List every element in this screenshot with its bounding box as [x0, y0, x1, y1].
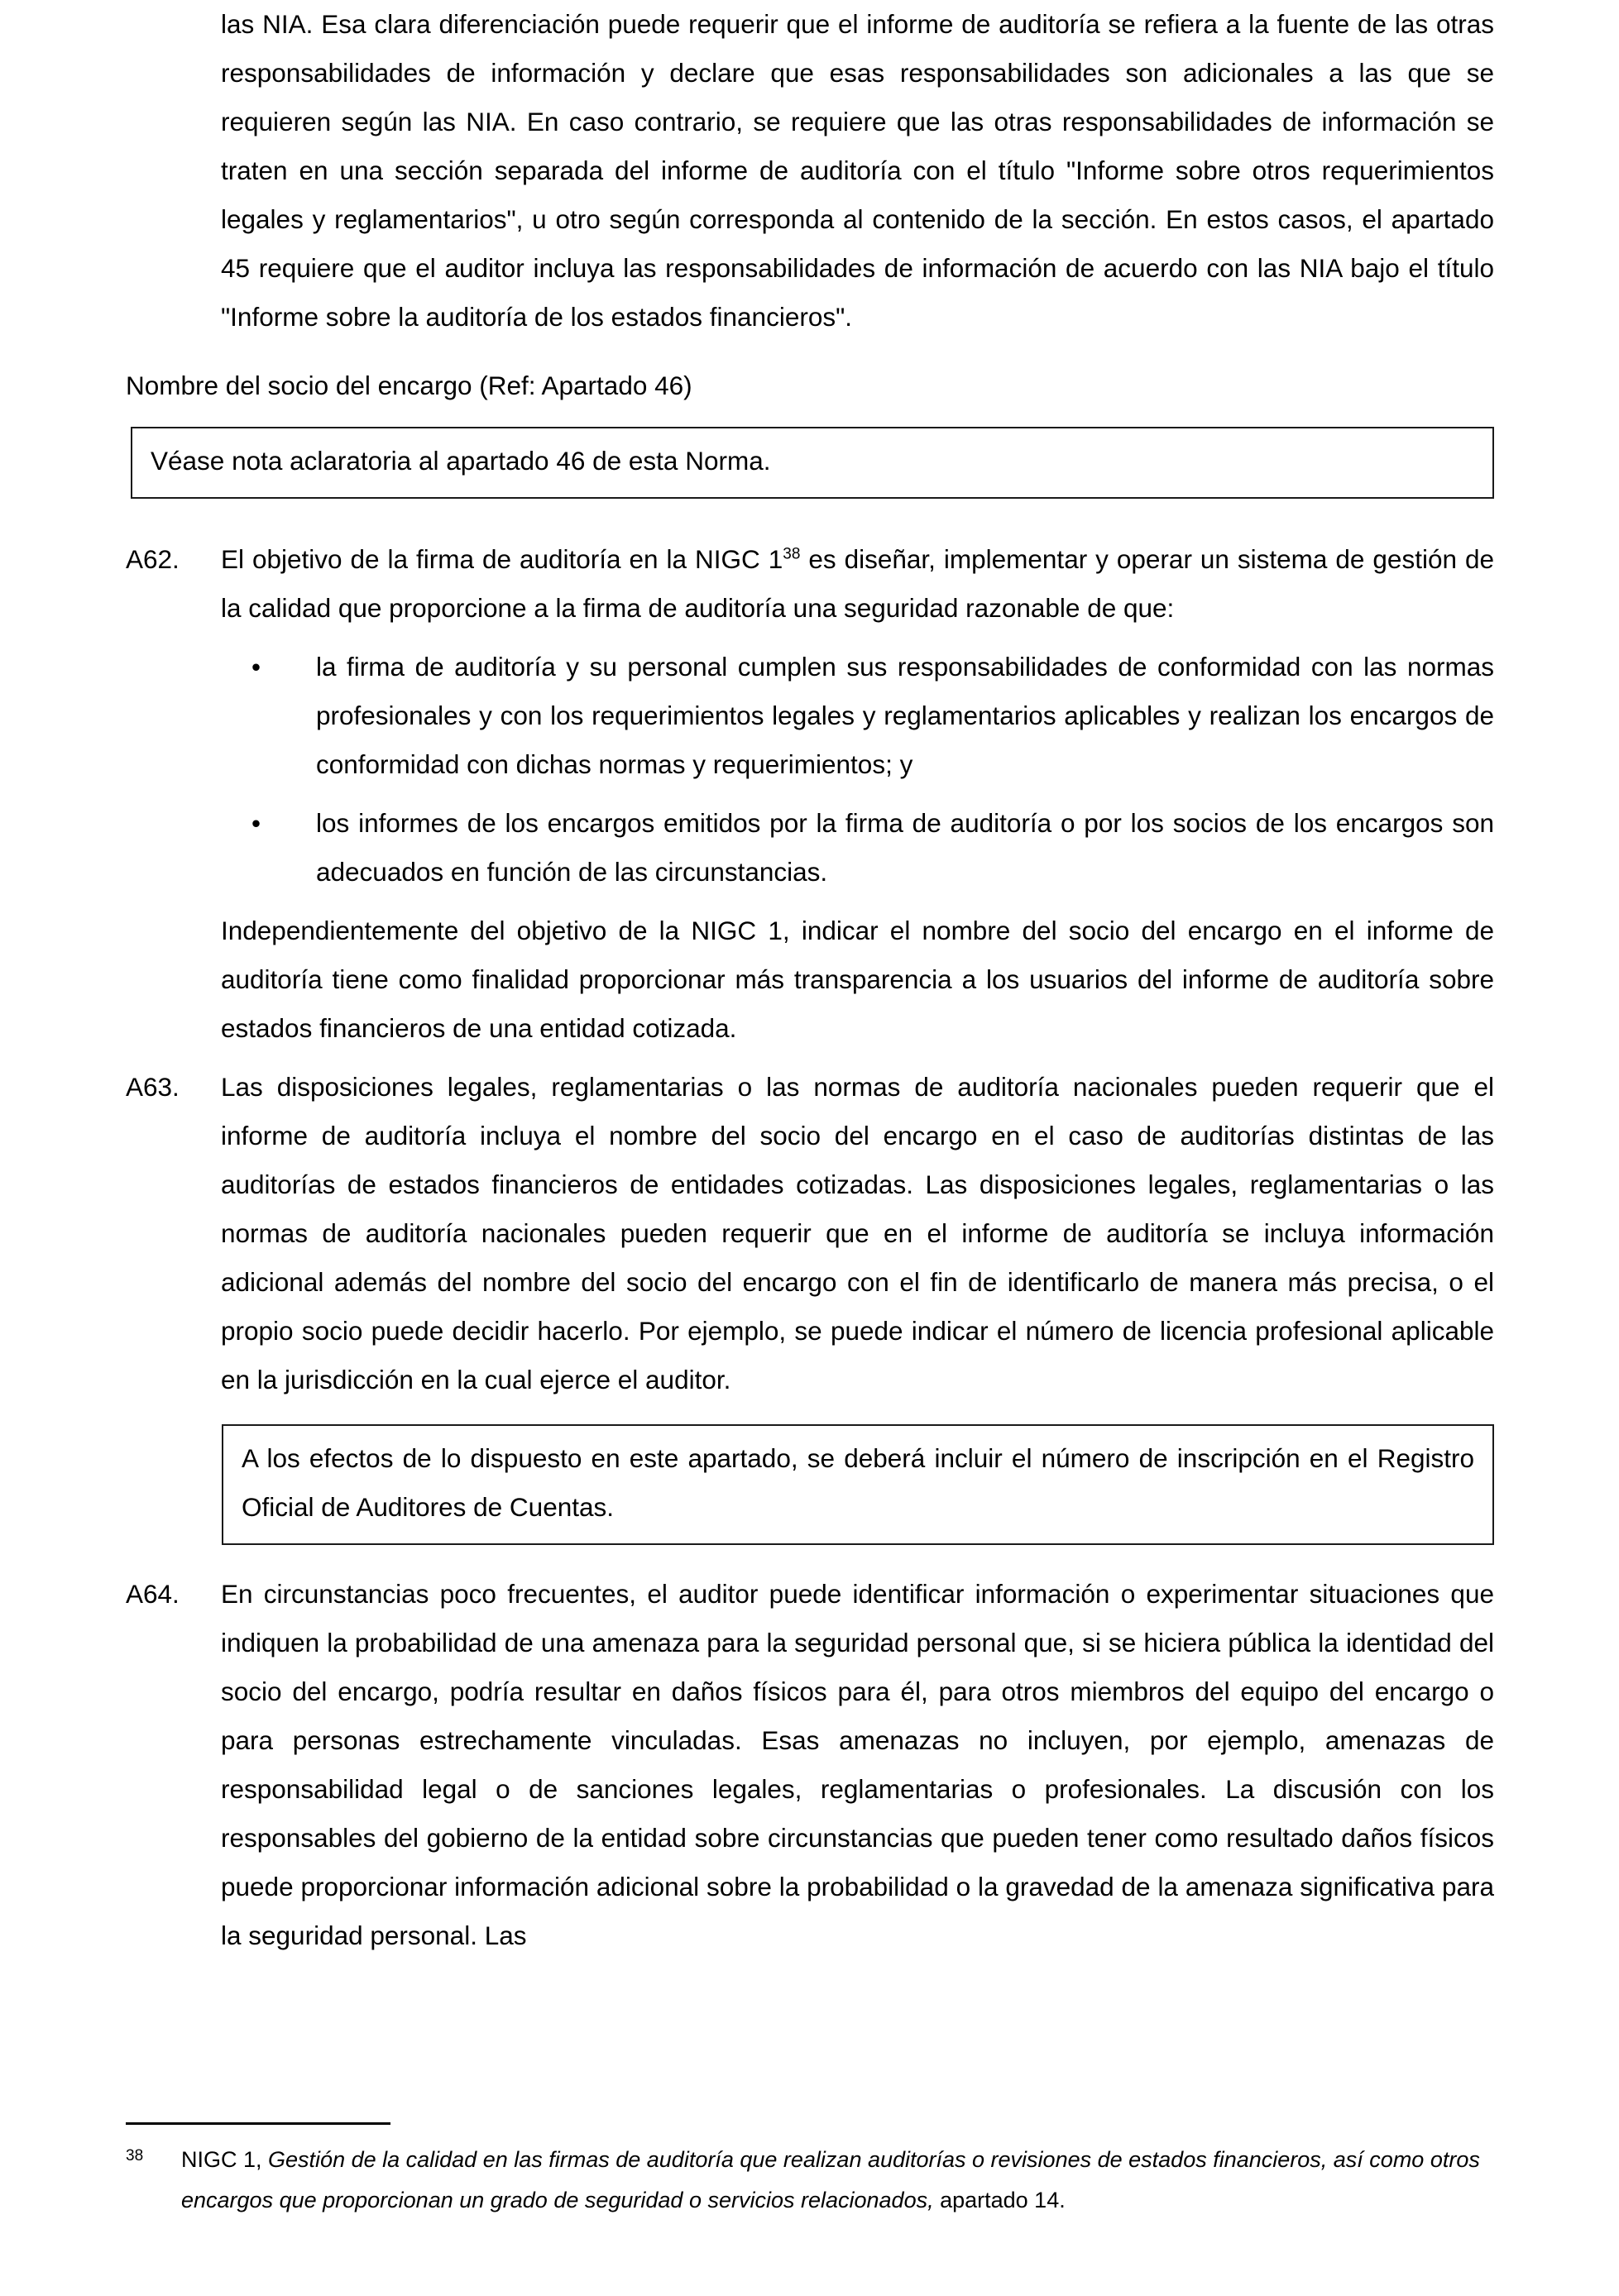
- footnote-separator-rule: [126, 2122, 390, 2125]
- footnote-title-italic: Gestión de la calidad en las firmas de auditoría que realizan auditorías o revisiones de estados financieros, así como otros encargos que proporcionan un grado de seguridad o servicios relacionados,: [181, 2147, 1480, 2212]
- paragraph-label-a63: A63.: [126, 1072, 180, 1102]
- spacer: [126, 897, 1494, 906]
- callout-text: A los efectos de lo dispuesto en este apartado, se deberá incluir el número de inscripción en el Registro Oficial de Auditores de Cuentas.: [242, 1443, 1474, 1522]
- footnote-text-before-italic: NIGC 1,: [181, 2147, 269, 2172]
- paragraph-label-a62: A62.: [126, 544, 180, 574]
- paragraph-a63-text: Las disposiciones legales, reglamentarias o las normas de auditoría nacionales pueden requerir que el informe de auditoría incluya el nombre del socio del encargo en el caso de auditorías distintas de las auditorías de estados financieros de entidades cotizadas. Las disposiciones legales, reglamentarias o las normas de auditoría nacionales pueden requerir que en el informe de auditoría se incluya información adicional además del nombre del socio del encargo con el fin de identificarlo de manera más precisa, o el propio socio puede decidir hacerlo. Por ejemplo, se puede indicar el número de licencia profesional aplicable en la jurisdicción en la cual ejerce el auditor.: [221, 1072, 1494, 1394]
- bullet-dot-icon: •: [251, 652, 261, 682]
- spacer: [126, 1545, 1494, 1570]
- spacer: [126, 1404, 1494, 1424]
- list-item-text: la firma de auditoría y su personal cumplen sus responsabilidades de conformidad con las normas profesionales y con los requerimientos legales y reglamentarios aplicables y realizan los encargos de conformidad con dichas normas y requerimientos; y: [316, 652, 1494, 779]
- callout-box-apartado-46: [131, 427, 1494, 499]
- paragraph-a62-text-part-2: es diseñar, implementar y operar un sistema de gestión de la calidad que proporcione a la firma de auditoría una seguridad razonable de que:: [221, 544, 1494, 623]
- list-item: [126, 643, 1494, 789]
- footnote-area: [126, 2122, 1494, 2221]
- paragraph-a64: [126, 1570, 1494, 1960]
- paragraph-a64-text: En circunstancias poco frecuentes, el auditor puede identificar información o experimentar situaciones que indiquen la probabilidad de una amenaza para la seguridad personal que, si se hiciera pública la identidad del socio del encargo, podría resultar en daños físicos para él, para otros miembros del equipo del encargo o para personas estrechamente vinculadas. Esas amenazas no incluyen, por ejemplo, amenazas de responsabilidad legal o de sanciones legales, reglamentarias o profesionales. La discusión con los responsables del gobierno de la entidad sobre circunstancias que pueden tener como resultado daños físicos puede proporcionar información adicional sobre la probabilidad o la gravedad de la amenaza significativa para la seguridad personal. Las: [221, 1579, 1494, 1950]
- bullet-list: [126, 643, 1494, 897]
- paragraph-a62: [126, 535, 1494, 633]
- footnote-marker: 38: [126, 2147, 144, 2164]
- continued-paragraph: las NIA. Esa clara diferenciación puede requerir que el informe de auditoría se refiera a la fuente de las otras responsabilidades de información y declare que esas responsabilidades son adicionales a las que se requieren según las NIA. En caso contrario, se requiere que las otras responsabilidades de información se traten en una sección separada del informe de auditoría con el título "Informe sobre otros requerimientos legales y reglamentarios", u otro según corresponda al contenido de la sección. En estos casos, el apartado 45 requiere que el auditor incluya las responsabilidades de información de acuerdo con las NIA bajo el título "Informe sobre la auditoría de los estados financieros".: [221, 9, 1494, 332]
- callout-box-registro-oficial: [222, 1424, 1494, 1545]
- footnote-reference-38[interactable]: 38: [783, 545, 801, 563]
- footnote-38: [126, 2140, 1494, 2221]
- paragraph-a62-text-part-1: El objetivo de la firma de auditoría en la NIGC 1: [221, 544, 783, 574]
- paragraph-a62-closing: Independientemente del objetivo de la NIGC 1, indicar el nombre del socio del encargo en el informe de auditoría tiene como finalidad proporcionar más transparencia a los usuarios del informe de auditoría sobre estados financieros de una entidad cotizada.: [221, 916, 1494, 1043]
- footnote-text-after-italic: apartado 14.: [933, 2188, 1066, 2212]
- page-content: [126, 0, 1494, 1960]
- spacer: [126, 1053, 1494, 1063]
- spacer: [126, 499, 1494, 535]
- spacer: [126, 342, 1494, 361]
- list-item: [126, 799, 1494, 897]
- spacer: [126, 789, 1494, 799]
- section-heading: Nombre del socio del encargo (Ref: Apartado 46): [126, 371, 692, 400]
- list-item-text: los informes de los encargos emitidos por la firma de auditoría o por los socios de los encargos son adecuados en función de las circunstancias.: [316, 808, 1494, 887]
- spacer: [126, 410, 1494, 427]
- spacer: [126, 633, 1494, 643]
- bullet-dot-icon: •: [251, 808, 261, 838]
- paragraph-a63: [126, 1063, 1494, 1404]
- paragraph-label-a64: A64.: [126, 1579, 180, 1609]
- callout-text: Véase nota aclaratoria al apartado 46 de esta Norma.: [151, 446, 771, 476]
